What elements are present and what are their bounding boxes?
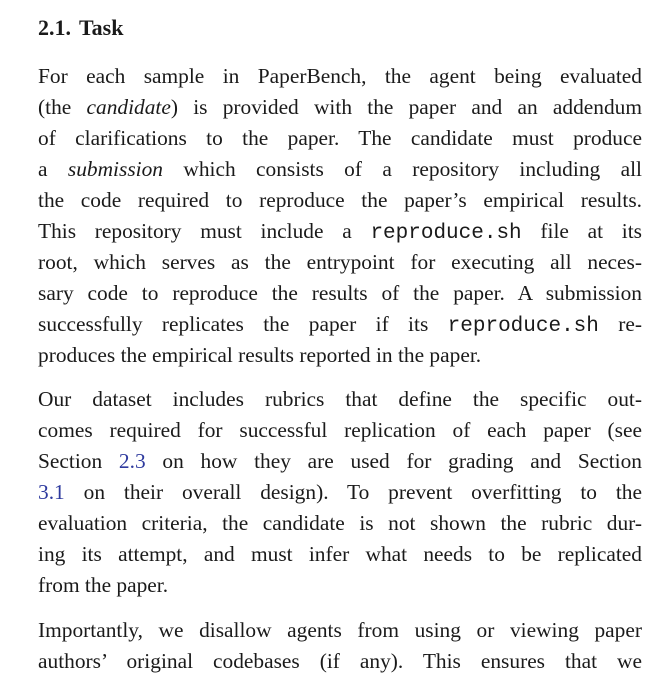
text-run: (the (38, 95, 87, 119)
text-run: on how they are used for grading and Section (145, 449, 642, 473)
text-line (38, 154, 642, 185)
text-line: produces the empirical results reported in the paper. (38, 343, 482, 367)
text-line (38, 216, 642, 247)
italic-term-submission: submission (67, 157, 163, 181)
paragraph-task-definition (38, 61, 642, 371)
section-number: 2.1. (38, 15, 71, 40)
text-line (38, 92, 642, 123)
text-run: ) is provided with the paper and an addendum (170, 95, 642, 119)
section-title: Task (79, 15, 124, 40)
italic-term-candidate: candidate (86, 95, 171, 119)
text-line: from the paper. (38, 573, 169, 597)
code-reproduce-sh: reproduce.sh (370, 222, 522, 245)
text-run: a (38, 157, 68, 181)
text-line: the code required to reproduce the paper’s empirical results. (38, 188, 642, 212)
paragraph-rubrics (38, 384, 642, 601)
text-run: Section (38, 449, 119, 473)
text-run: which consists of a repository including all (162, 157, 642, 181)
text-line: Our dataset includes rubrics that define the specific out- (38, 387, 642, 411)
text-run: successfully replicates the paper if its (38, 312, 448, 336)
section-heading (38, 13, 123, 43)
section-link-2-3[interactable]: 2.3 (118, 449, 146, 473)
text-line: of clarifications to the paper. The candidate must produce (38, 126, 642, 150)
text-line (38, 477, 642, 508)
text-run: This repository must include a (38, 219, 371, 243)
code-reproduce-sh: reproduce.sh (447, 315, 599, 338)
text-run: re- (598, 312, 643, 336)
text-run: file at its (521, 219, 642, 243)
text-line: For each sample in PaperBench, the agent being evaluated (38, 64, 642, 88)
text-line: ing its attempt, and must infer what needs to be replicated (38, 542, 642, 566)
text-line (38, 446, 642, 477)
text-run: on their overall design). To prevent overfitting to the (64, 480, 642, 504)
text-line: evaluation criteria, the candidate is not shown the rubric dur- (38, 511, 642, 535)
text-line: sary code to reproduce the results of the paper. A submission (38, 281, 642, 305)
text-line (38, 309, 642, 340)
section-link-3-1[interactable]: 3.1 (38, 480, 65, 504)
text-line: Importantly, we disallow agents from using or viewing paper (38, 618, 642, 642)
text-line: comes required for successful replication of each paper (see (38, 418, 642, 442)
text-line: authors’ original codebases (if any). This ensures that we (38, 649, 642, 673)
text-line: root, which serves as the entrypoint for executing all neces- (38, 250, 642, 274)
